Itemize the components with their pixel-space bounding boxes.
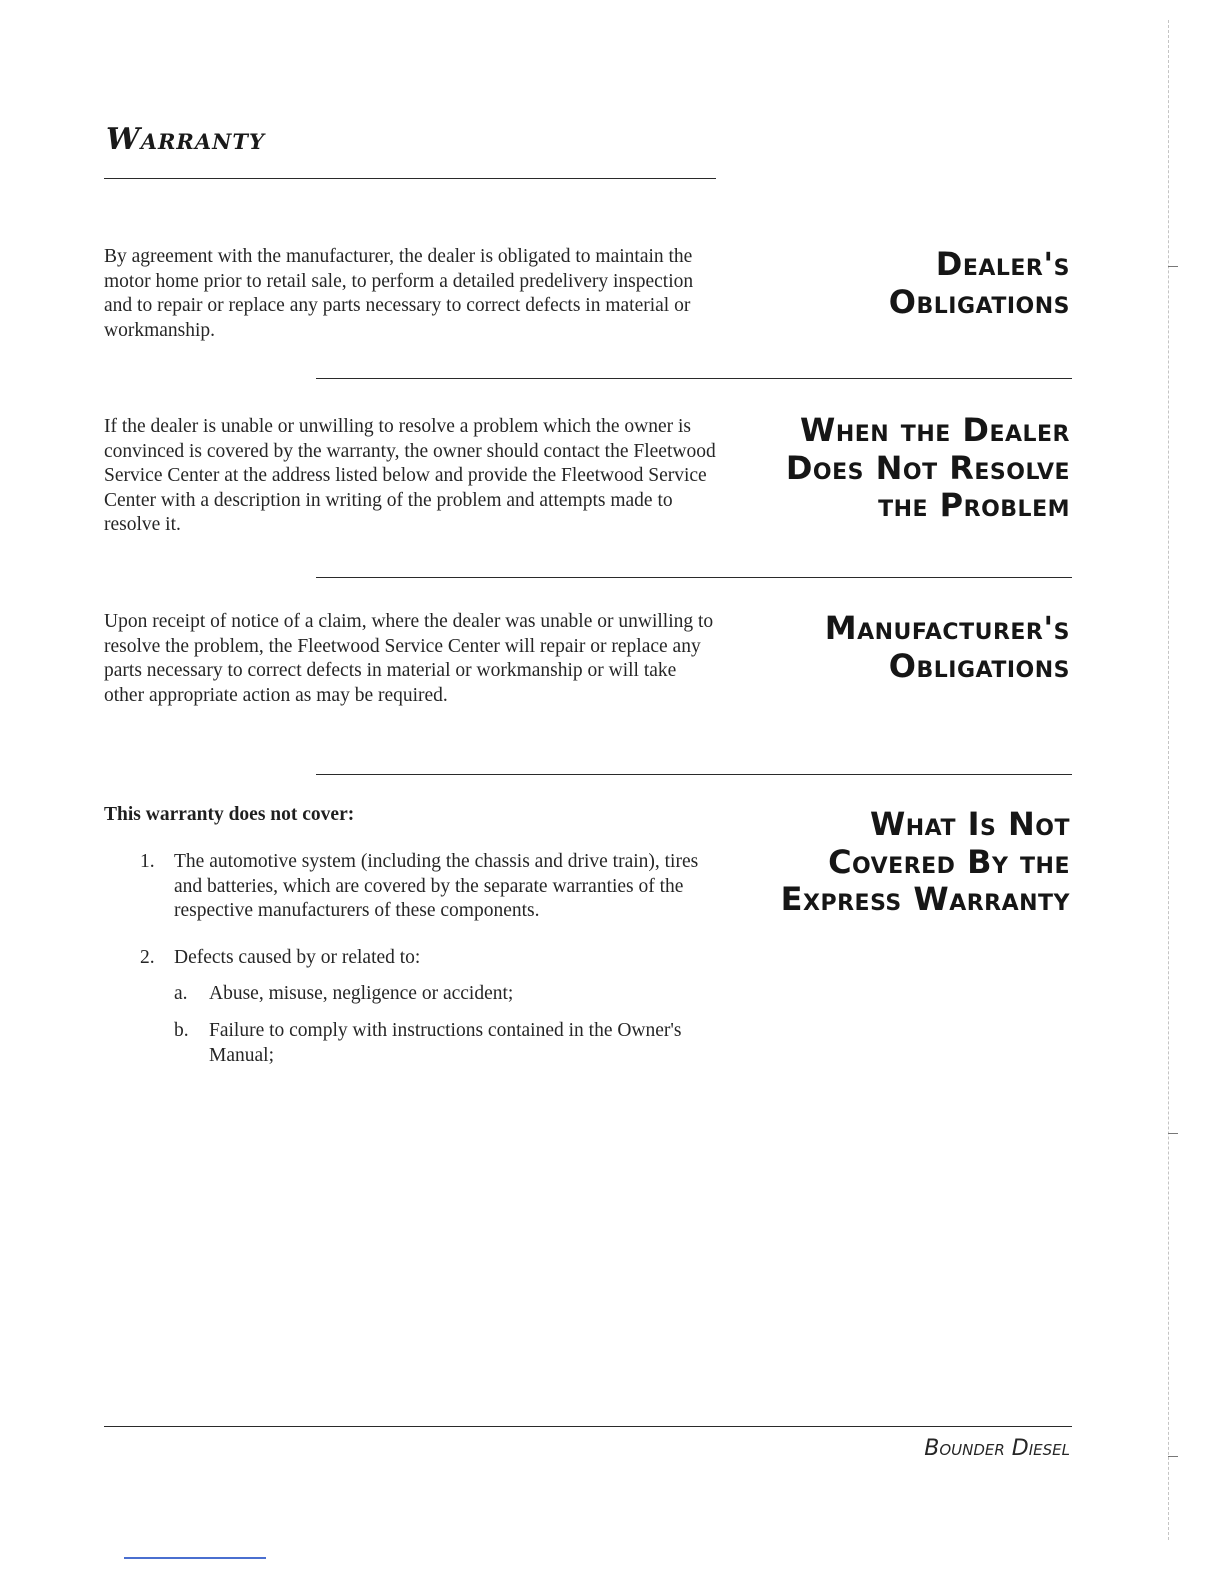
scan-tick: [1168, 1133, 1178, 1134]
sub-list-item: [174, 1019, 724, 1068]
dealer-obligations-heading: [889, 246, 1070, 321]
sub-list: [174, 982, 724, 1068]
heading-line: Does Not Resolve: [785, 448, 1070, 487]
list-item-text: The automotive system (including the chassis and drive train), tires and batteries, which are covered by the separate warranties of the respective manufacturers of these components.: [174, 851, 699, 922]
sub-list-item-text: Abuse, misuse, negligence or accident;: [209, 983, 514, 1005]
scan-tick: [1168, 266, 1178, 267]
sub-list-marker: a.: [174, 983, 188, 1005]
page-title: Warranty: [106, 122, 265, 157]
exclusion-list: [104, 850, 724, 1068]
list-marker: 1.: [140, 851, 155, 872]
heading-line: Express Warranty: [780, 880, 1070, 918]
list-marker: 2.: [140, 946, 155, 968]
title-divider: [104, 178, 716, 179]
list-item: [104, 946, 724, 1068]
footer-title: Bounder Diesel: [924, 1436, 1070, 1461]
blue-mark-line: [124, 1557, 266, 1559]
section-divider: [316, 378, 1072, 379]
heading-line: Covered By the: [828, 842, 1070, 881]
heading-line: Obligations: [888, 646, 1070, 685]
sub-list-marker: b.: [174, 1019, 189, 1041]
section-divider: [316, 577, 1072, 578]
not-covered-lead: This warranty does not cover:: [104, 804, 355, 825]
sub-list-item: [174, 982, 724, 1007]
heading-line: Manufacturer's: [824, 609, 1070, 647]
heading-line: What Is Not: [869, 805, 1070, 843]
sub-list-item-text: Failure to comply with instructions contained in the Owner's Manual;: [209, 1019, 682, 1066]
dealer-not-resolve-text: If the dealer is unable or unwilling to resolve a problem which the owner is convinced is covered by the warranty, the owner should contact the Fleetwood Service Center at the address listed below and provide the Fleetwood Service Center with a description in writing of the problem and attempts made to resolve it.: [104, 416, 716, 536]
not-covered-heading: [781, 806, 1070, 919]
list-item: [104, 850, 724, 924]
heading-line: Obligations: [888, 282, 1070, 321]
heading-line: Dealer's: [935, 245, 1070, 283]
heading-line: When the Dealer: [800, 411, 1070, 449]
heading-line: the Problem: [878, 486, 1070, 524]
footer-divider: [104, 1426, 1072, 1427]
dealer-not-resolve-heading: [786, 412, 1070, 525]
scan-tick: [1168, 1456, 1178, 1457]
list-item-text: Defects caused by or related to:: [174, 946, 421, 968]
dealer-obligations-text: By agreement with the manufacturer, the dealer is obligated to maintain the motor home prior to retail sale, to perform a detailed predelivery inspection and to repair or replace any parts necessary to correct defects in material or workmanship.: [104, 246, 694, 341]
manufacturer-obligations-text: Upon receipt of notice of a claim, where the dealer was unable or unwilling to resolve the problem, the Fleetwood Service Center will repair or replace any parts necessary to correct defects in material or workmanship or will take other appropriate action as may be required.: [104, 611, 714, 706]
scan-edge-line: [1168, 20, 1169, 1540]
manufacturer-obligations-heading: [825, 610, 1070, 685]
section-divider: [316, 774, 1072, 775]
